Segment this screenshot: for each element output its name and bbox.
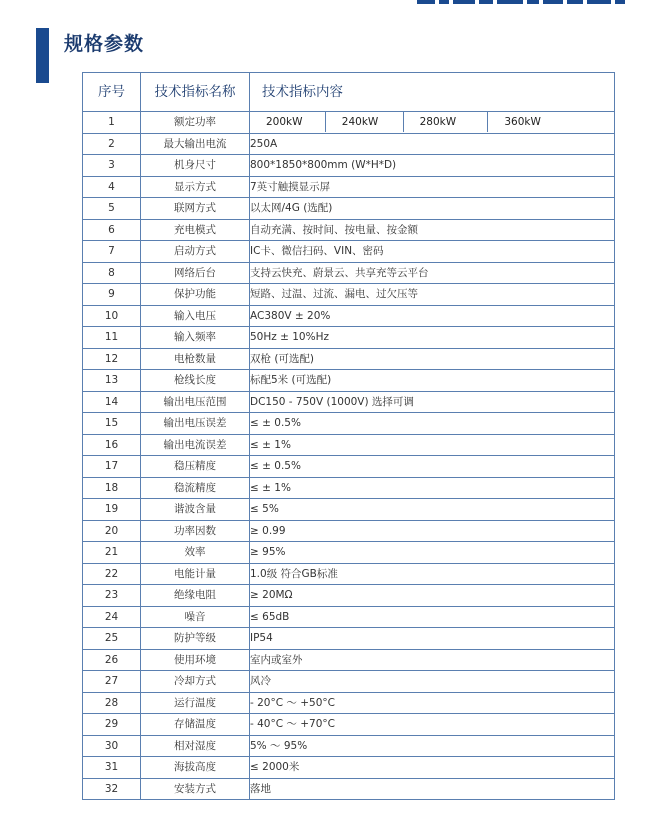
row-spec-name: 相对湿度 [141, 735, 250, 757]
table-header-row [83, 73, 615, 112]
row-spec-name: 存储温度 [141, 714, 250, 736]
table-row [83, 241, 615, 263]
table-row [83, 112, 615, 134]
row-spec-value: ≤ ± 0.5% [250, 456, 615, 478]
row-index: 32 [83, 778, 141, 800]
row-index: 21 [83, 542, 141, 564]
table-row [83, 413, 615, 435]
row-spec-name: 输入频率 [141, 327, 250, 349]
row-spec-name: 保护功能 [141, 284, 250, 306]
row-spec-value: ≥ 20MΩ [250, 585, 615, 607]
row-spec-name: 输出电压误差 [141, 413, 250, 435]
section-title: 规格参数 [64, 33, 145, 55]
table-row [83, 671, 615, 693]
power-option: 280kW [404, 112, 489, 132]
row-index: 9 [83, 284, 141, 306]
row-index: 5 [83, 198, 141, 220]
table-row [83, 692, 615, 714]
row-spec-value: 50Hz ± 10%Hz [250, 327, 615, 349]
table-row [83, 520, 615, 542]
table-row [83, 219, 615, 241]
row-index: 10 [83, 305, 141, 327]
row-spec-value: 室内或室外 [250, 649, 615, 671]
row-spec-value: 落地 [250, 778, 615, 800]
row-spec-name: 最大输出电流 [141, 133, 250, 155]
row-spec-name: 功率因数 [141, 520, 250, 542]
row-spec-name: 输出电流误差 [141, 434, 250, 456]
row-index: 15 [83, 413, 141, 435]
row-spec-name: 联网方式 [141, 198, 250, 220]
row-spec-name: 输出电压范围 [141, 391, 250, 413]
header-content: 技术指标内容 [250, 73, 615, 112]
table-row [83, 714, 615, 736]
table-row [83, 348, 615, 370]
row-index: 13 [83, 370, 141, 392]
top-decoration [417, 0, 637, 4]
row-spec-name: 启动方式 [141, 241, 250, 263]
row-spec-name: 谐波含量 [141, 499, 250, 521]
row-spec-value: DC150 - 750V (1000V) 选择可调 [250, 391, 615, 413]
row-spec-name: 显示方式 [141, 176, 250, 198]
row-spec-value: 以太网/4G (选配) [250, 198, 615, 220]
row-spec-value: 5% ～ 95% [250, 735, 615, 757]
table-body [83, 112, 615, 800]
row-spec-name: 网络后台 [141, 262, 250, 284]
row-spec-value: ≤ 5% [250, 499, 615, 521]
power-option: 200kW [250, 112, 326, 132]
row-spec-name: 输入电压 [141, 305, 250, 327]
power-option: 360kW [504, 116, 541, 129]
table-row [83, 133, 615, 155]
row-index: 7 [83, 241, 141, 263]
row-index: 30 [83, 735, 141, 757]
row-spec-name: 运行温度 [141, 692, 250, 714]
row-index: 20 [83, 520, 141, 542]
row-spec-value: ≤ ± 1% [250, 434, 615, 456]
row-spec-value: 支持云快充、蔚景云、共享充等云平台 [250, 262, 615, 284]
row-spec-value: - 40°C ～ +70°C [250, 714, 615, 736]
row-spec-name: 冷却方式 [141, 671, 250, 693]
row-spec-name: 稳压精度 [141, 456, 250, 478]
table-row [83, 434, 615, 456]
row-spec-value: 短路、过温、过流、漏电、过欠压等 [250, 284, 615, 306]
row-index: 11 [83, 327, 141, 349]
row-index: 1 [83, 112, 141, 134]
row-index: 24 [83, 606, 141, 628]
row-index: 6 [83, 219, 141, 241]
row-spec-name: 电枪数量 [141, 348, 250, 370]
row-spec-name: 枪线长度 [141, 370, 250, 392]
row-index: 14 [83, 391, 141, 413]
row-spec-name: 噪音 [141, 606, 250, 628]
row-spec-name: 额定功率 [141, 112, 250, 134]
row-spec-value: ≤ ± 1% [250, 477, 615, 499]
row-index: 25 [83, 628, 141, 650]
table-row [83, 370, 615, 392]
title-accent-bar [36, 28, 49, 83]
row-index: 4 [83, 176, 141, 198]
row-spec-value: 自动充满、按时间、按电量、按金额 [250, 219, 615, 241]
table-row [83, 155, 615, 177]
row-spec-value: 双枪 (可选配) [250, 348, 615, 370]
row-spec-value: 7英寸触摸显示屏 [250, 176, 615, 198]
table-row [83, 198, 615, 220]
row-index: 29 [83, 714, 141, 736]
row-index: 2 [83, 133, 141, 155]
row-index: 17 [83, 456, 141, 478]
row-spec-value: AC380V ± 20% [250, 305, 615, 327]
table-row [83, 262, 615, 284]
row-index: 8 [83, 262, 141, 284]
row-spec-name: 效率 [141, 542, 250, 564]
table-row [83, 757, 615, 779]
table-row [83, 456, 615, 478]
table-row [83, 628, 615, 650]
row-index: 27 [83, 671, 141, 693]
row-spec-value: 风冷 [250, 671, 615, 693]
row-spec-value: - 20°C ～ +50°C [250, 692, 615, 714]
row-spec-name: 充电模式 [141, 219, 250, 241]
row-index: 23 [83, 585, 141, 607]
table-row [83, 542, 615, 564]
table-row [83, 499, 615, 521]
row-index: 18 [83, 477, 141, 499]
header-index: 序号 [83, 73, 141, 112]
row-spec-value: IC卡、微信扫码、VIN、密码 [250, 241, 615, 263]
row-spec-value: ≤ 2000米 [250, 757, 615, 779]
row-index: 31 [83, 757, 141, 779]
row-spec-name: 防护等级 [141, 628, 250, 650]
table-row [83, 284, 615, 306]
row-spec-value: 标配5米 (可选配) [250, 370, 615, 392]
row-spec-value: ≥ 95% [250, 542, 615, 564]
power-option: 240kW [326, 112, 404, 132]
row-spec-value-power-options [250, 112, 615, 134]
row-spec-name: 稳流精度 [141, 477, 250, 499]
table-row [83, 327, 615, 349]
row-index: 19 [83, 499, 141, 521]
row-index: 22 [83, 563, 141, 585]
table-row [83, 305, 615, 327]
row-index: 28 [83, 692, 141, 714]
table-row [83, 778, 615, 800]
row-spec-value: IP54 [250, 628, 615, 650]
row-spec-name: 绝缘电阻 [141, 585, 250, 607]
header-name: 技术指标名称 [141, 73, 250, 112]
spec-table [82, 72, 615, 800]
row-spec-value: ≤ ± 0.5% [250, 413, 615, 435]
table-row [83, 563, 615, 585]
row-spec-name: 海拔高度 [141, 757, 250, 779]
table-row [83, 585, 615, 607]
table-row [83, 735, 615, 757]
row-spec-name: 机身尺寸 [141, 155, 250, 177]
table-row [83, 477, 615, 499]
table-row [83, 391, 615, 413]
row-spec-name: 使用环境 [141, 649, 250, 671]
row-spec-value: 1.0级 符合GB标准 [250, 563, 615, 585]
table-row [83, 649, 615, 671]
row-spec-value: 800*1850*800mm (W*H*D) [250, 155, 615, 177]
row-spec-name: 电能计量 [141, 563, 250, 585]
row-spec-value: 250A [250, 133, 615, 155]
row-index: 16 [83, 434, 141, 456]
row-spec-name: 安装方式 [141, 778, 250, 800]
row-index: 12 [83, 348, 141, 370]
row-index: 3 [83, 155, 141, 177]
row-spec-value: ≥ 0.99 [250, 520, 615, 542]
row-index: 26 [83, 649, 141, 671]
table-row [83, 176, 615, 198]
table-row [83, 606, 615, 628]
row-spec-value: ≤ 65dB [250, 606, 615, 628]
